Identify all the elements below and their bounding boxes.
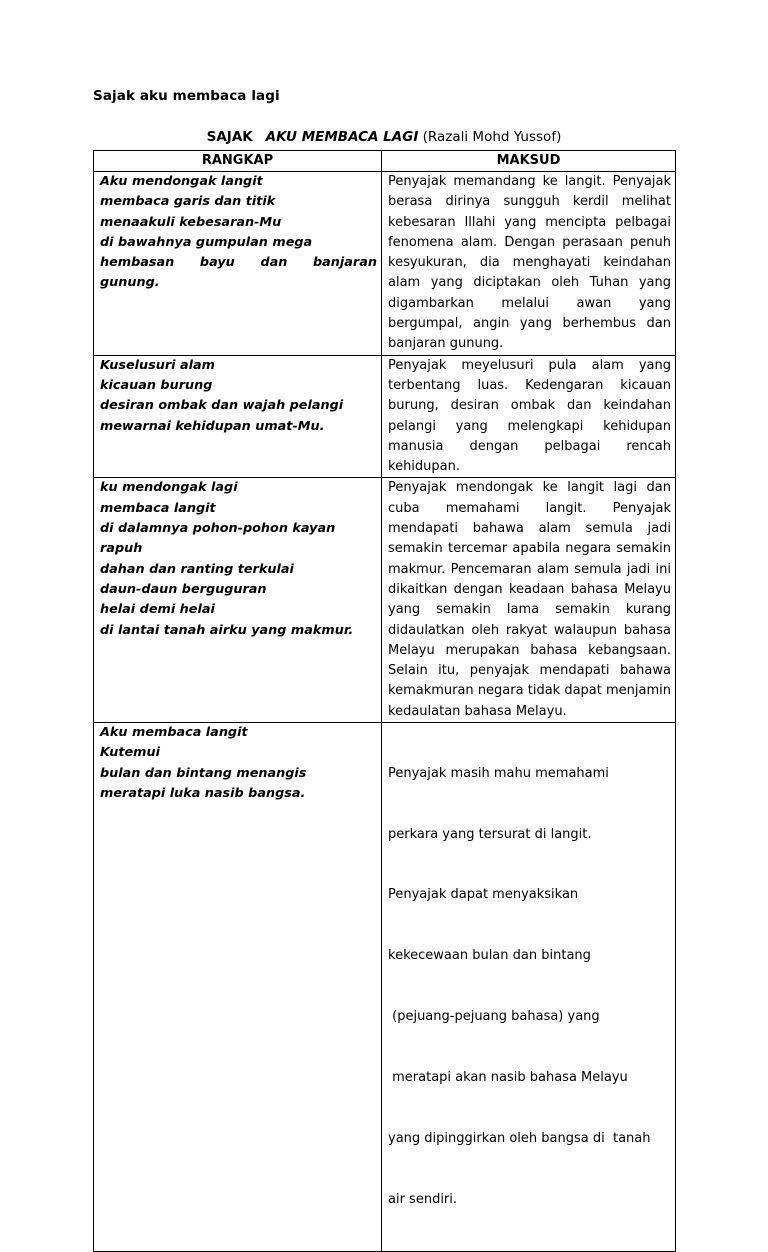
- table-row: [94, 723, 676, 1252]
- stanza-line: di bawahnya gumpulan mega: [100, 234, 313, 250]
- stanza-line: bulan dan bintang menangis: [100, 765, 307, 781]
- stanza-line: daun-daun berguguran: [100, 581, 267, 597]
- table-row: [94, 478, 676, 723]
- stanza-line: Kutemui: [100, 745, 160, 761]
- meaning-cell: [382, 723, 676, 1252]
- stanza-line: di dalamnya pohon-pohon kayan rapuh: [100, 521, 336, 557]
- table-header-row: [94, 151, 676, 172]
- meaning-line: yang dipinggirkan oleh bangsa di tanah: [388, 1130, 651, 1146]
- meaning-line: (pejuang-pejuang bahasa) yang: [388, 1009, 600, 1025]
- stanza-line: helai demi helai: [100, 602, 215, 618]
- table-row: [94, 172, 676, 356]
- poem-title: [0, 129, 768, 145]
- stanza-line: desiran ombak dan wajah pelangi: [100, 398, 344, 414]
- stanza-line: membaca garis dan titik: [100, 194, 276, 210]
- stanza-line: mewarnai kehidupan umat-Mu.: [100, 418, 325, 434]
- stanza-line: di lantai tanah airku yang makmur.: [100, 622, 354, 638]
- meaning-line: perkara yang tersurat di langit.: [388, 826, 592, 842]
- meaning-cell: Penyajak memandang ke langit. Penyajak berasa dirinya sungguh kerdil melihat kebesaran Illahi yang mencipta pelbagai fenomena alam. Dengan perasaan penuh kesyukuran, dia menghayati keindahan alam yang diciptakan oleh Tuhan yang digambarkan melalui awan yang bergumpal, angin yang berhembus dan banjaran gunung.: [382, 172, 676, 356]
- stanza-line: meratapi luka nasib bangsa.: [100, 785, 306, 801]
- meaning-line: Penyajak masih mahu memahami: [388, 765, 609, 781]
- meaning-line: meratapi akan nasib bahasa Melayu: [388, 1070, 628, 1086]
- meaning-line: air sendiri.: [388, 1191, 458, 1207]
- stanza-cell: [94, 172, 382, 356]
- column-header-rangkap: RANGKAP: [94, 151, 382, 172]
- table-row: [94, 355, 676, 478]
- meaning-cell: Penyajak mendongak ke langit lagi dan cuba memahami langit. Penyajak mendapati bahawa alam semula jadi semakin tercemar apabila negara semakin makmur. Pencemaran alam semula jadi ini dikaitkan dengan keadaan bahasa Melayu yang semakin lama semakin kurang didaulatkan oleh rakyat walaupun bahasa Melayu merupakan bahasa kebangsaan. Selain itu, penyajak mendapati bahawa kemakmuran negara tidak dapat menjamin kedaulatan bahasa Melayu.: [382, 478, 676, 723]
- stanza-line: dahan dan ranting terkulai: [100, 561, 294, 577]
- stanza-line: Aku membaca langit: [100, 725, 248, 741]
- stanza-line: membaca langit: [100, 500, 216, 516]
- poem-title-name: AKU MEMBACA LAGI: [265, 129, 419, 145]
- stanza-cell: [94, 355, 382, 478]
- document-heading: Sajak aku membaca lagi: [93, 88, 280, 104]
- column-header-maksud: MAKSUD: [382, 151, 676, 172]
- meaning-cell: Penyajak meyelusuri pula alam yang terbentang luas. Kedengaran kicauan burung, desiran ombak dan keindahan pelangi yang melengkapi kehidupan manusia dengan pelbagai rencah kehidupan.: [382, 355, 676, 478]
- meaning-line: kekecewaan bulan dan bintang: [388, 948, 591, 964]
- poem-title-label: SAJAK: [206, 129, 253, 145]
- stanza-cell: [94, 478, 382, 723]
- stanza-line: gunung.: [100, 275, 160, 291]
- stanza-line: ku mendongak lagi: [100, 480, 238, 496]
- meaning-line: Penyajak dapat menyaksikan: [388, 887, 579, 903]
- stanza-line: Aku mendongak langit: [100, 174, 263, 189]
- stanza-line: kicauan burung: [100, 377, 213, 393]
- stanza-line: hembasan bayu dan banjaran: [100, 255, 377, 271]
- poem-title-author: (Razali Mohd Yussof): [422, 129, 562, 145]
- stanza-line: menaakuli kebesaran-Mu: [100, 214, 282, 230]
- stanza-line: Kuselusuri alam: [100, 357, 215, 373]
- stanza-cell: [94, 723, 382, 1252]
- poem-table: [93, 150, 676, 1252]
